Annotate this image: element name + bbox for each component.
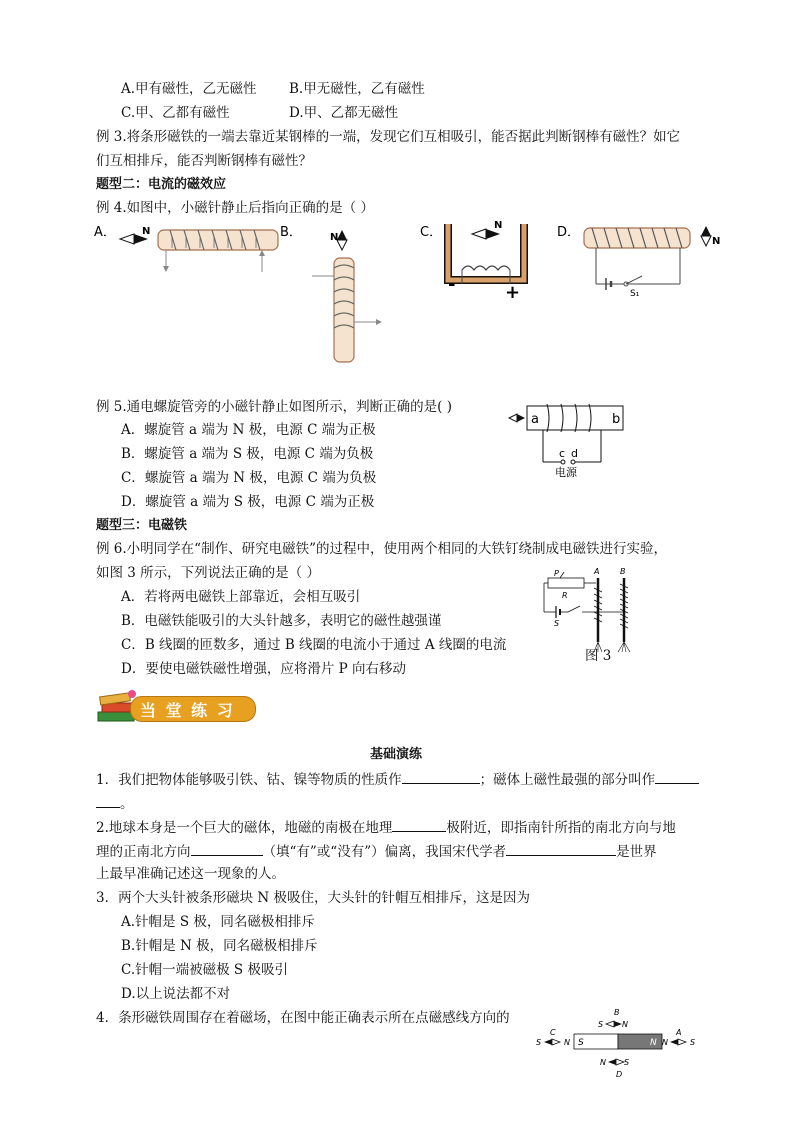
q4-c-n: N xyxy=(564,1038,570,1047)
q4-c-s: S xyxy=(536,1038,542,1047)
q4-b-n: N xyxy=(622,1020,628,1029)
ex4-plus: + xyxy=(505,282,521,303)
q1-line1 xyxy=(96,769,699,789)
solenoid-a xyxy=(158,230,278,272)
q2-blank-2[interactable] xyxy=(191,841,263,856)
ex5-label-c: c xyxy=(559,447,566,460)
option-d-ex2: D.甲、乙都无磁性 xyxy=(289,105,399,121)
q4-d-s: S xyxy=(624,1058,630,1067)
practice-banner xyxy=(94,688,262,726)
ex4-question: 例 4.如图中，小磁针静止后指向正确的是（ ） xyxy=(96,200,374,216)
ex6-option-b: B．电磁铁能吸引的大头针越多，表明它的磁性越强谨 xyxy=(121,613,442,629)
ex4-label-d: D． xyxy=(557,225,581,240)
option-a-ex2: A.甲有磁性，乙无磁性 xyxy=(121,81,257,97)
compass-needle-icon-a-q4 xyxy=(670,1039,686,1045)
compass-needle-icon-b xyxy=(337,230,347,250)
compass-needle-icon-d xyxy=(701,226,711,246)
section3-title: 题型三：电磁铁 xyxy=(96,518,188,533)
ex3-line1: 例 3.将条形磁铁的一端去靠近某钢棒的一端，发现它们互相吸引，能否据此判断钢棒有磁性？如它 xyxy=(96,129,681,145)
q2-blank-3[interactable] xyxy=(506,841,616,856)
ex4-s1: S₁ xyxy=(630,289,640,299)
ex6-line1: 例 6.小明同学在“制作、研究电磁铁”的过程中，使用两个相同的大铁钉绕制成电磁铁进行实验， xyxy=(96,541,667,557)
q4-d-n: N xyxy=(600,1058,606,1067)
q3-question: 3．两个大头针被条形磁块 N 极吸住，大头针的针帽互相排斥，这是因为 xyxy=(96,890,530,906)
q4-figure xyxy=(532,1005,712,1085)
q2-part4: （填“有”或“没有”）偏离，我国宋代学者 xyxy=(262,844,507,860)
q3-option-a: A.针帽是 S 极，同名磁极相排斥 xyxy=(121,914,315,930)
ex6-line2: 如图 3 所示，下列说法正确的是（ ） xyxy=(96,565,320,581)
q3-option-c: C.针帽一端被磁极 S 极吸引 xyxy=(121,962,288,978)
ex5-option-b: B．螺旋管 a 端为 S 极，电源 C 端为负极 xyxy=(121,446,374,462)
ex6-label-a: A xyxy=(594,567,600,576)
ex4-n-label-d: N xyxy=(712,236,721,247)
ex4-label-a: A． xyxy=(94,225,116,240)
ex4-n-label-a: N xyxy=(142,226,151,237)
ex5-power-source: 电源 xyxy=(555,466,577,479)
ex5-question: 例 5.通电螺旋管旁的小磁针静止如图所示，判断正确的是( ) xyxy=(96,399,452,415)
q1-blank-2a[interactable] xyxy=(655,769,699,784)
ex4-n-label-c: N xyxy=(494,220,503,231)
ex5-figure xyxy=(505,400,635,480)
bar-magnet xyxy=(574,1034,662,1049)
q4-label-b: B xyxy=(614,1008,620,1017)
q2-part5: 是世界 xyxy=(616,844,657,860)
q1-part3: 。 xyxy=(120,796,134,812)
ex5-label-b: b xyxy=(612,412,621,427)
q4-label-d: D xyxy=(616,1070,623,1079)
q4-a-n: N xyxy=(662,1038,668,1047)
ex4-label-c: C． xyxy=(420,225,443,240)
q2-part3: 理的正南北方向 xyxy=(96,844,191,860)
ex5-label-d: d xyxy=(571,447,578,460)
q4-magnet-s: S xyxy=(578,1038,584,1048)
q4-question: 4．条形磁铁周围存在着磁场，在图中能正确表示所在点磁感线方向的 xyxy=(96,1010,510,1026)
ex6-label-r: R xyxy=(562,591,568,600)
q1-blank-2b[interactable] xyxy=(96,793,120,808)
ex4-n-label-b: N xyxy=(330,232,339,243)
ex4-label-b: B． xyxy=(280,225,302,240)
compass-needle-icon-c-q4 xyxy=(544,1039,560,1045)
q2-blank-1[interactable] xyxy=(392,817,446,832)
solenoid-d xyxy=(584,228,690,290)
q2-line2 xyxy=(96,841,657,861)
practice-title: 基础演练 xyxy=(370,747,423,762)
option-b-ex2: B.甲无磁性，乙有磁性 xyxy=(289,81,425,97)
q2-line1 xyxy=(96,817,676,837)
ex6-option-a: A．若将两电磁铁上部靠近，会相互吸引 xyxy=(121,589,361,605)
ex5-option-c: C．螺旋管 a 端为 N 极，电源 C 端为负极 xyxy=(121,470,377,486)
q4-a-s: S xyxy=(690,1038,696,1047)
compass-needle-icon-b-q4 xyxy=(606,1021,622,1027)
ex3-line2: 们互相排斥，能否判断钢棒有磁性？ xyxy=(96,153,312,169)
compass-needle-icon-d-q4 xyxy=(608,1059,624,1065)
q2-part1: 2.地球本身是一个巨大的磁体，地磁的南极在地理 xyxy=(96,820,393,836)
q1-part1: 1．我们把物体能够吸引铁、钴、镍等物质的性质作 xyxy=(96,772,402,788)
q2-line3: 上最早准确记述这一现象的人。 xyxy=(96,866,285,882)
banner-title: 当 堂 练 习 xyxy=(140,701,235,720)
q4-b-s: S xyxy=(598,1020,604,1029)
ex6-option-c: C．B 线圈的匝数多，通过 B 线圈的电流小于通过 A 线圈的电流 xyxy=(121,637,507,653)
q1-part2: ；磁体上磁性最强的部分叫作 xyxy=(479,772,656,788)
ex4-minus: - xyxy=(448,274,456,295)
ex6-option-d: D．要使电磁铁磁性增强，应将滑片 P 向右移动 xyxy=(121,661,406,677)
ex5-option-a: A．螺旋管 a 端为 N 极，电源 C 端为正极 xyxy=(121,422,376,438)
q1-line2 xyxy=(96,793,134,813)
ex5-option-d: D．螺旋管 a 端为 S 极，电源 C 端为正极 xyxy=(121,494,375,510)
q4-label-a: A xyxy=(676,1028,682,1037)
q3-option-d: D.以上说法都不对 xyxy=(121,986,231,1002)
solenoid-b xyxy=(312,258,382,362)
ex6-label-p: P xyxy=(554,569,559,578)
section2-title: 题型二：电流的磁效应 xyxy=(96,177,227,192)
ex4-figures xyxy=(90,218,730,368)
ex5-label-a: a xyxy=(531,412,539,427)
q1-blank-1[interactable] xyxy=(402,769,480,784)
q4-magnet-n: N xyxy=(650,1038,657,1048)
ex6-label-s: S xyxy=(554,619,560,628)
q3-option-b: B.针帽是 N 极，同名磁极相排斥 xyxy=(121,938,318,954)
ex6-label-b: B xyxy=(620,567,626,576)
q4-label-c: C xyxy=(550,1028,556,1037)
q2-part2: 极附近，即指南针所指的南北方向与地 xyxy=(446,820,676,836)
option-c-ex2: C.甲、乙都有磁性 xyxy=(121,105,230,121)
compass-needle-icon-ex5 xyxy=(509,414,525,422)
ex6-figure-caption: 图 3 xyxy=(585,648,612,664)
